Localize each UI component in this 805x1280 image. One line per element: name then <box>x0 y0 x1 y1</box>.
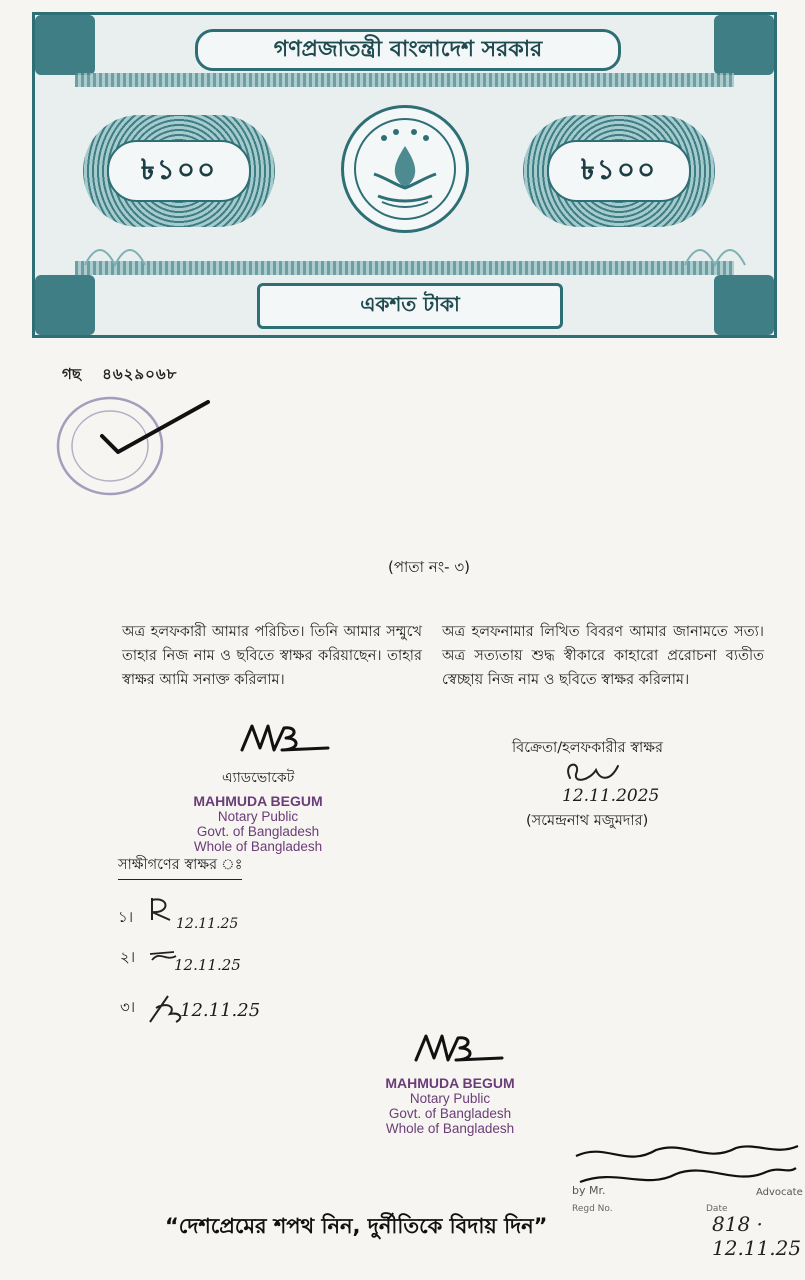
stamp-paper <box>32 12 777 338</box>
check-mark-icon <box>98 398 212 456</box>
stamp-value-left-text: ৳১০০ <box>107 140 251 202</box>
lotus-icon <box>75 235 165 275</box>
stamp-corner-ornament <box>35 15 95 75</box>
page-number: (পাতা নং- ৩) <box>388 558 470 576</box>
seller-signature-label: বিক্রেতা/হলফকারীর স্বাক্ষর <box>512 740 663 756</box>
witness-date: 12.11.25 <box>180 1000 261 1021</box>
registration-advocate: Advocate <box>756 1187 803 1198</box>
serial-number: ৪৬২৯০৬৮ <box>102 365 178 383</box>
witness-date: 12.11.25 <box>176 916 239 932</box>
stamp-guilloche-band <box>75 261 734 275</box>
notary-name: MAHMUDA BEGUM <box>385 1075 515 1091</box>
witness-number: ১। <box>118 908 134 926</box>
seller-signature <box>560 758 630 788</box>
footer-handwritten-date: 818 · 12.11.25 <box>712 1212 802 1260</box>
witness-date: 12.11.25 <box>174 956 241 974</box>
footer-slogan: “দেশপ্রেমের শপথ নিন, দুর্নীতিকে বিদায় দিন” <box>165 1214 548 1238</box>
seller-name: (সমেন্দ্রনাথ মজুমদার) <box>526 813 649 829</box>
advocate-signature <box>238 720 330 756</box>
notary-title: Notary Public <box>217 809 299 824</box>
notary-jurisdiction: Whole of Bangladesh <box>193 839 323 854</box>
stamp-denomination: একশত টাকা <box>257 283 563 329</box>
stamp-serial <box>62 363 177 388</box>
notary-name: MAHMUDA BEGUM <box>193 793 323 809</box>
registration-date-label: Date <box>706 1204 728 1214</box>
stamp-corner-ornament <box>35 275 95 335</box>
witness-signature <box>146 894 176 924</box>
national-emblem-icon <box>341 105 469 233</box>
stamp-guilloche-band <box>75 73 734 87</box>
witness-number: ২। <box>120 948 136 966</box>
notary-stamp <box>168 794 348 854</box>
notary-govt: Govt. of Bangladesh <box>388 1106 512 1121</box>
notary-govt: Govt. of Bangladesh <box>196 824 320 839</box>
notary-jurisdiction: Whole of Bangladesh <box>385 1121 515 1136</box>
stamp-corner-ornament <box>714 15 774 75</box>
identification-paragraph: অত্র হলফকারী আমার পরিচিত। তিনি আমার সম্মুখে তাহার নিজ নাম ও ছবিতে স্বাক্ষর করিয়াছেন। তাহার স্বাক্ষর আমি সনাক্ত করিলাম। <box>122 624 422 688</box>
affirmation-paragraph: অত্র হলফনামার লিখিত বিবরণ আমার জানামতে সত্য। অত্র সত্যতায় শুদ্ধ স্বীকারে কাহারো প্ররোচনা ব্যতীত স্বেচ্ছায় নিজ নাম ও ছবিতে স্বাক্ষর করিলাম। <box>442 624 764 688</box>
stamp-value-right-text: ৳১০০ <box>547 140 691 202</box>
stamp-corner-ornament <box>714 275 774 335</box>
notary-title: Notary Public <box>409 1091 491 1106</box>
registration-number-label: Regd No. <box>572 1204 613 1214</box>
advocate-label: এ্যাডভোকেট <box>222 770 295 786</box>
notary-signature <box>412 1030 504 1066</box>
notary-stamp <box>360 1076 540 1136</box>
registration-by: by Mr. <box>572 1184 606 1197</box>
seller-signature-date: 12.11.2025 <box>562 786 660 806</box>
lotus-icon <box>675 235 765 275</box>
stamp-value-left <box>83 115 275 227</box>
witness-number: ৩। <box>120 998 136 1016</box>
stamp-value-right <box>523 115 715 227</box>
stamp-title: গণপ্রজাতন্ত্রী বাংলাদেশ সরকার <box>195 29 621 71</box>
witness-heading: সাক্ষীগণের স্বাক্ষর ঃ <box>118 854 242 880</box>
serial-label: গছ <box>62 365 81 383</box>
